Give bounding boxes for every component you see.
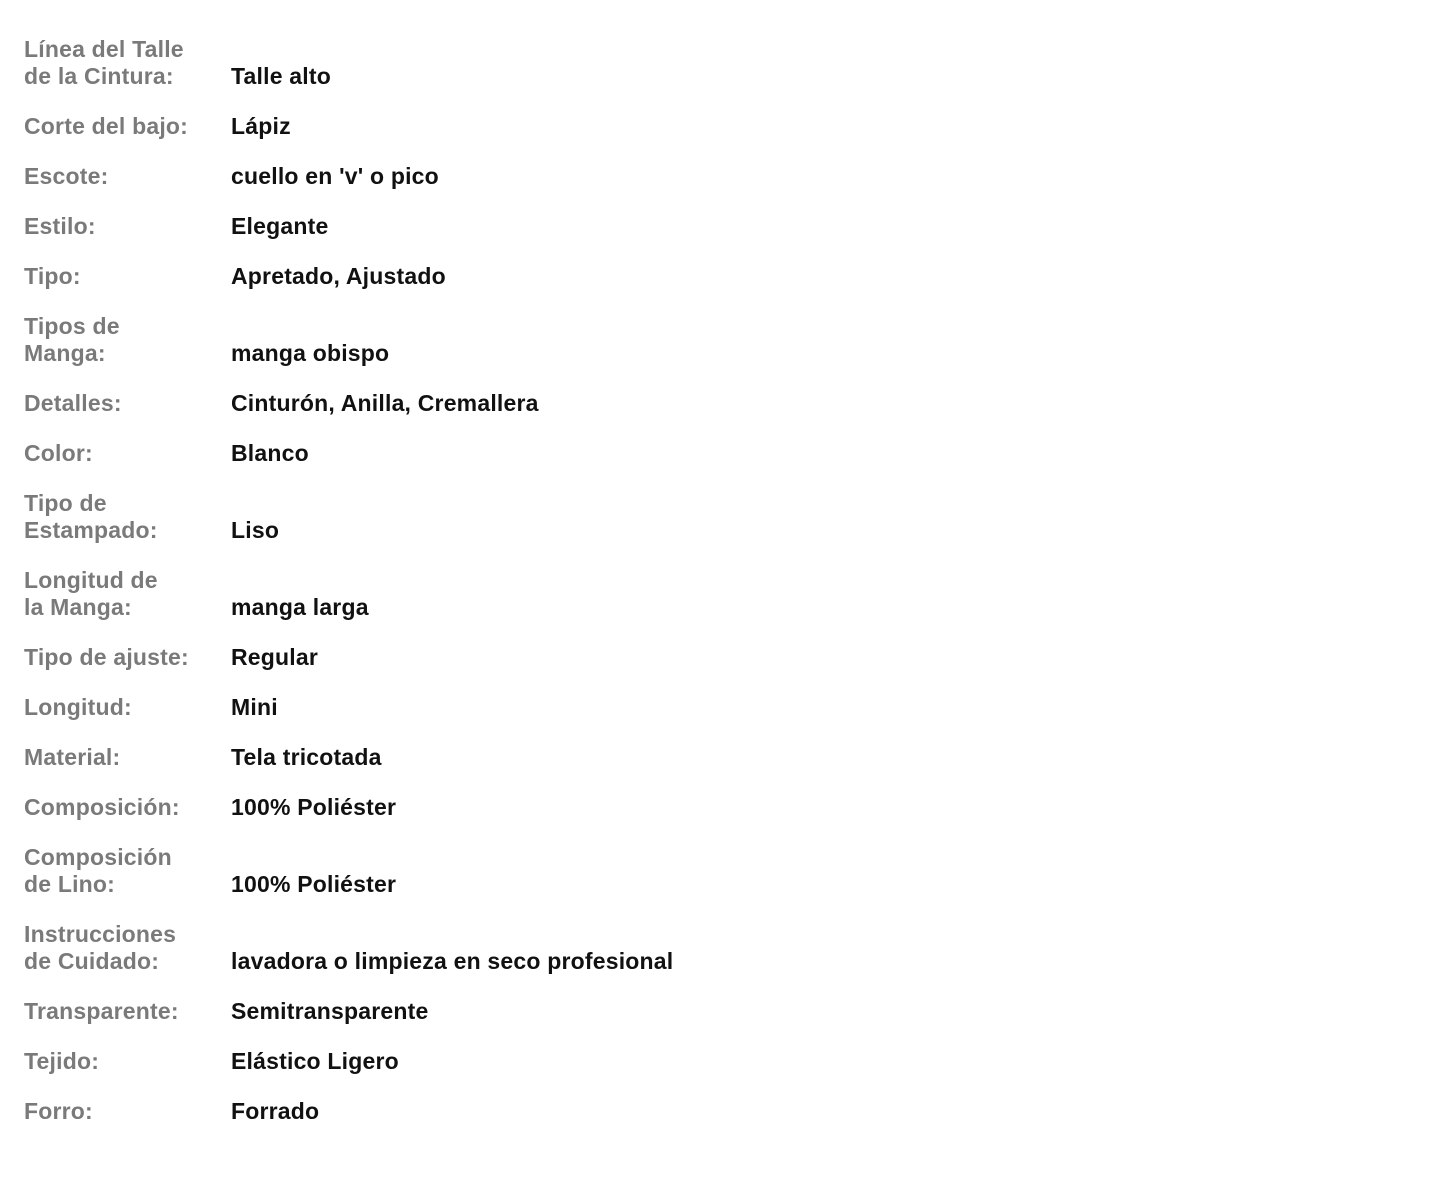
spec-label: Tipo de ajuste: (24, 644, 189, 670)
spec-value: 100% Poliéster (231, 871, 397, 897)
spec-row-type (24, 263, 1445, 290)
spec-label: Tipo de Estampado: (24, 490, 158, 543)
spec-row-style (24, 213, 1445, 240)
spec-value: lavadora o limpieza en seco profesional (231, 948, 674, 974)
spec-row-material (24, 744, 1445, 771)
spec-label: Detalles: (24, 390, 122, 416)
spec-value: Lápiz (231, 113, 291, 139)
spec-row-print-type (24, 490, 1445, 544)
spec-row-waistline (24, 36, 1445, 90)
spec-label: Corte del bajo: (24, 113, 189, 139)
spec-label: Composición: (24, 794, 180, 820)
spec-value: manga obispo (231, 340, 390, 366)
spec-label: Tejido: (24, 1048, 100, 1074)
spec-row-details (24, 390, 1445, 417)
spec-row-care-instructions (24, 921, 1445, 975)
spec-value: manga larga (231, 594, 369, 620)
spec-label: Tipo: (24, 263, 81, 289)
spec-value: Semitransparente (231, 998, 429, 1024)
spec-row-fabric (24, 1048, 1445, 1075)
spec-value: Elástico Ligero (231, 1048, 399, 1074)
spec-label: Tipos de Manga: (24, 313, 120, 366)
spec-value: Blanco (231, 440, 309, 466)
spec-value: Tela tricotada (231, 744, 382, 770)
spec-label: Línea del Talle de la Cintura: (24, 36, 184, 89)
spec-value: 100% Poliéster (231, 794, 397, 820)
spec-label: Material: (24, 744, 121, 770)
spec-row-sleeve-type (24, 313, 1445, 367)
spec-value: cuello en 'v' o pico (231, 163, 439, 189)
spec-label: Color: (24, 440, 93, 466)
spec-label: Longitud de la Manga: (24, 567, 158, 620)
spec-value: Mini (231, 694, 278, 720)
spec-value: Talle alto (231, 63, 331, 89)
spec-value: Liso (231, 517, 280, 543)
spec-row-neckline (24, 163, 1445, 190)
spec-label: Longitud: (24, 694, 132, 720)
spec-value: Regular (231, 644, 319, 670)
spec-value: Forrado (231, 1098, 320, 1124)
spec-value: Cinturón, Anilla, Cremallera (231, 390, 539, 416)
spec-row-transparency (24, 998, 1445, 1025)
spec-row-hem-cut (24, 113, 1445, 140)
spec-row-color (24, 440, 1445, 467)
spec-value: Elegante (231, 213, 329, 239)
spec-row-length (24, 694, 1445, 721)
spec-value: Apretado, Ajustado (231, 263, 446, 289)
spec-label: Escote: (24, 163, 109, 189)
spec-label: Transparente: (24, 998, 179, 1024)
spec-label: Instrucciones de Cuidado: (24, 921, 177, 974)
spec-row-lining (24, 1098, 1445, 1125)
spec-label: Composición de Lino: (24, 844, 172, 897)
spec-label: Estilo: (24, 213, 96, 239)
spec-row-fit-type (24, 644, 1445, 671)
spec-row-lining-composition (24, 844, 1445, 898)
spec-row-sleeve-length (24, 567, 1445, 621)
spec-label: Forro: (24, 1098, 93, 1124)
spec-row-composition (24, 794, 1445, 821)
